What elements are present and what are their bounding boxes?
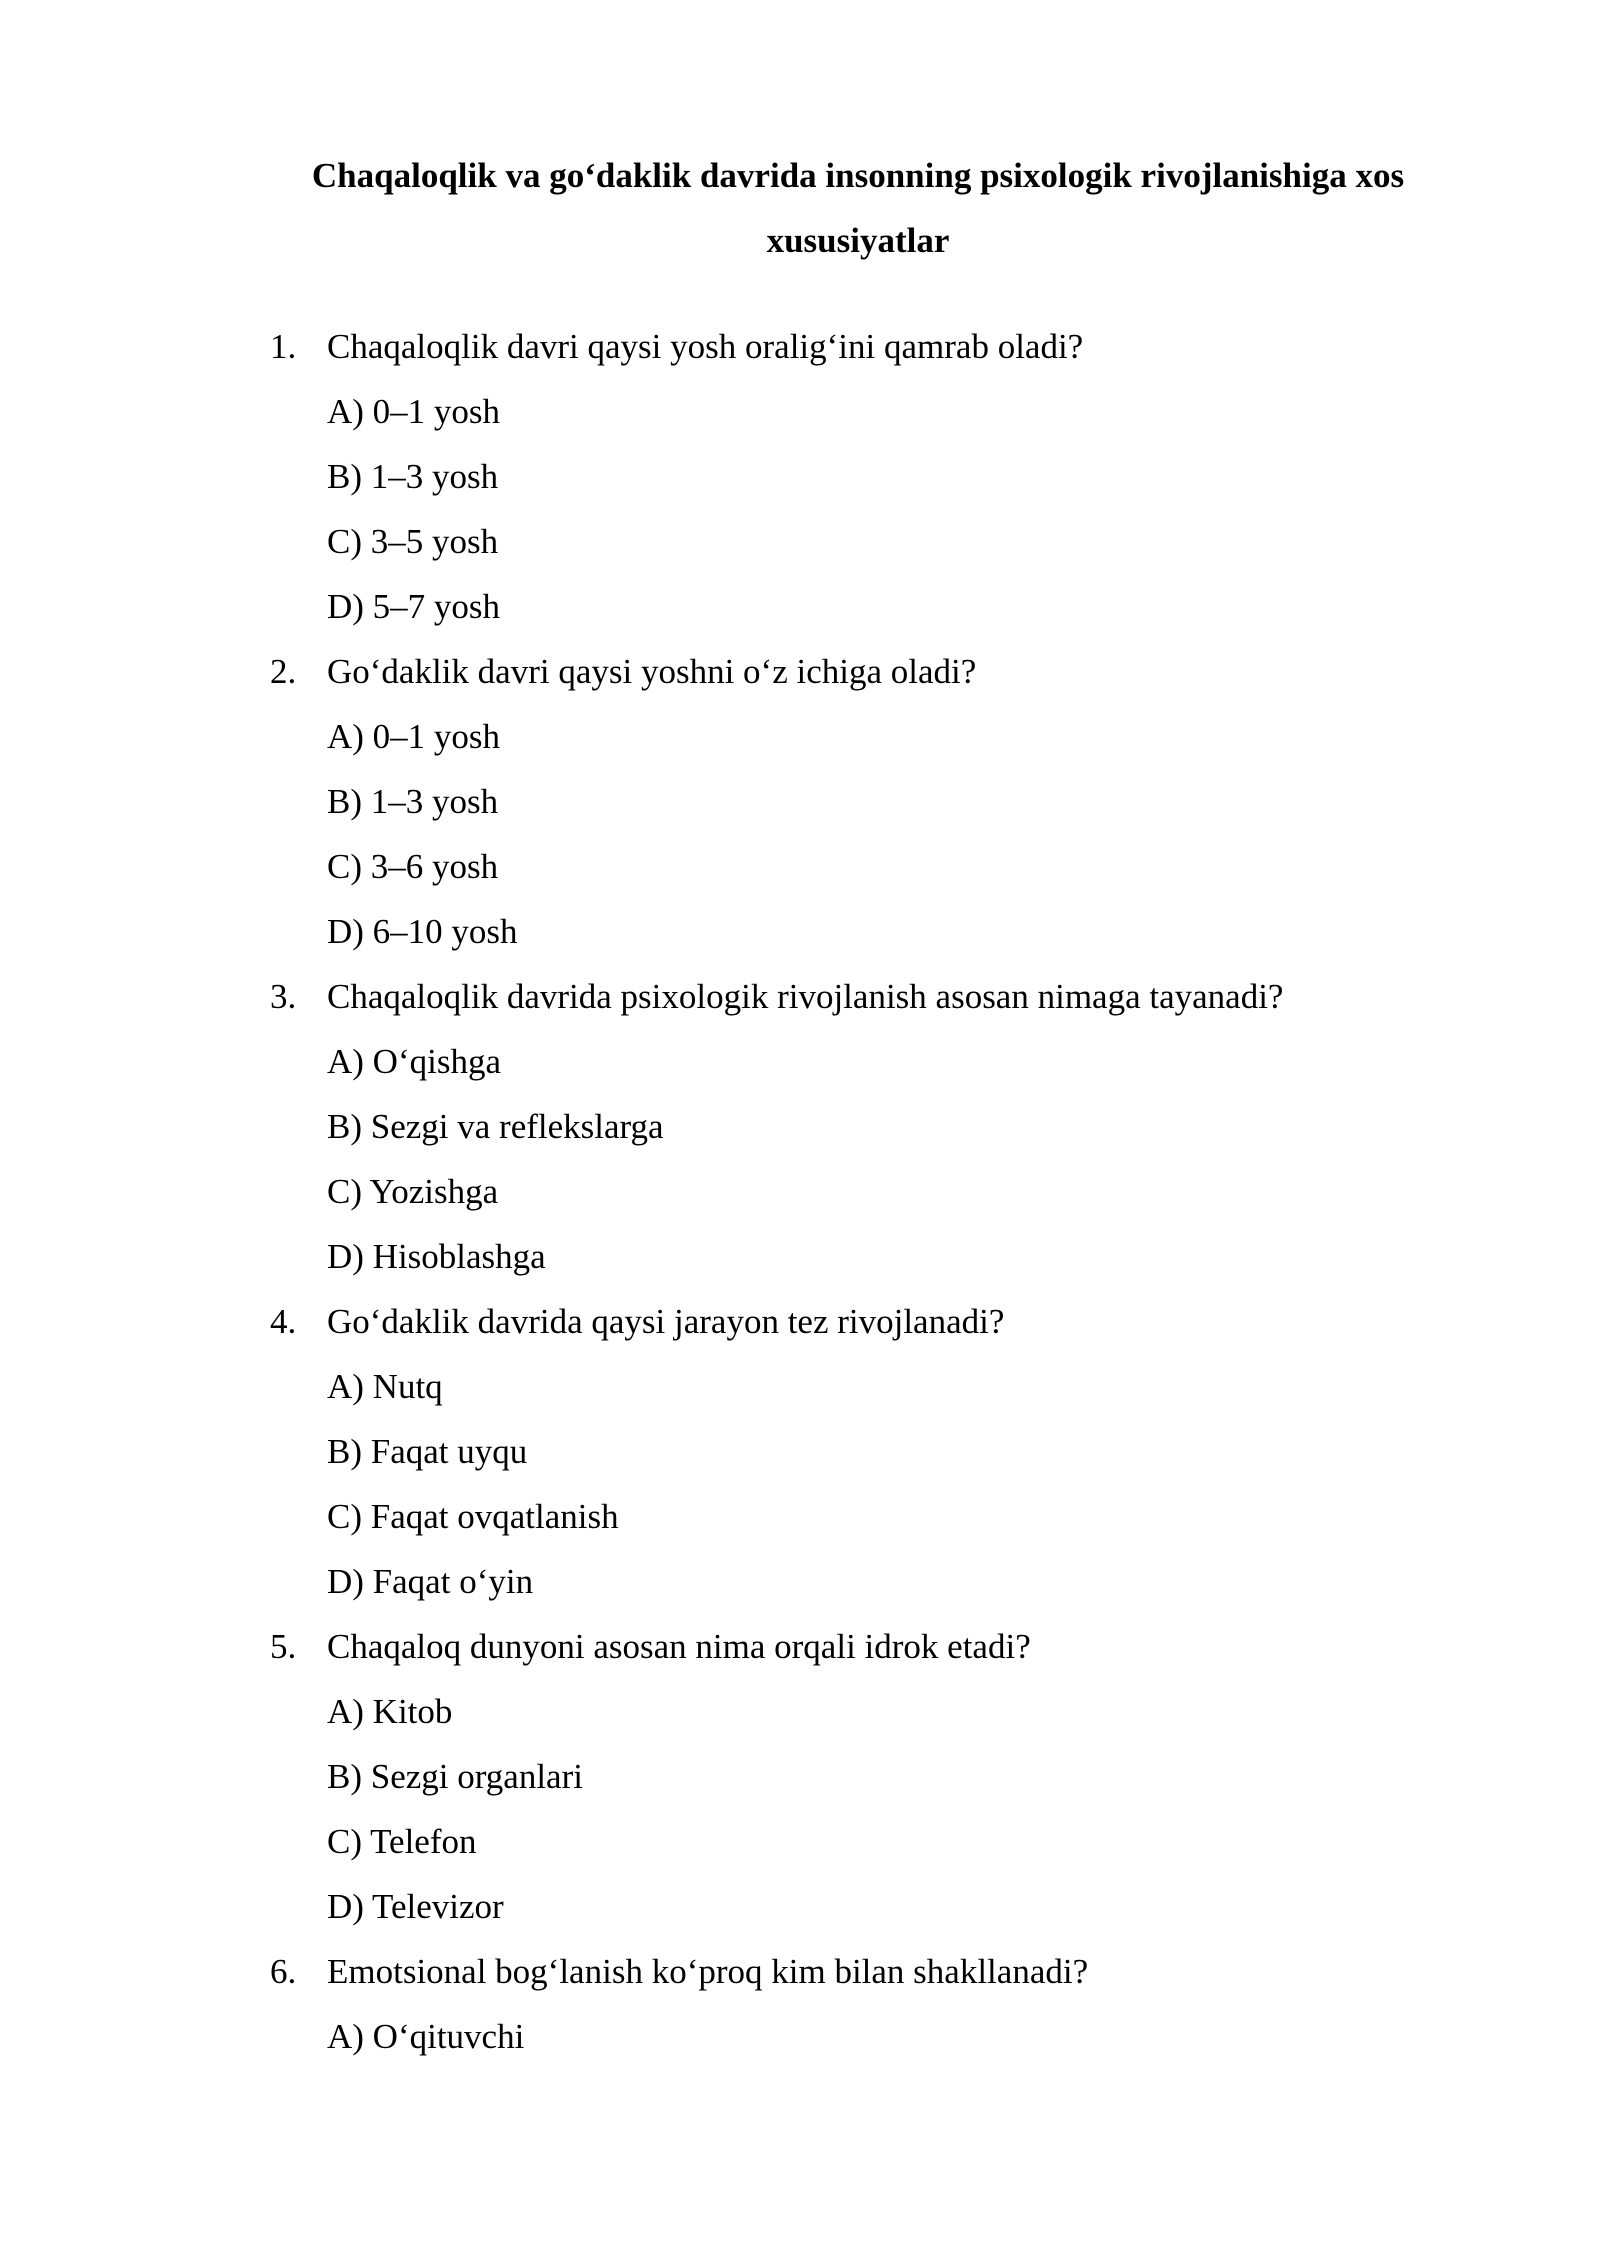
answer-option-a: A) 0–1 yosh [327,716,501,756]
question-text: Chaqaloqlik davrida psixologik rivojlanish asosan nimaga tayanadi? [327,976,1284,1016]
question-6 [270,1939,1530,2069]
answer-option-b: B) 1–3 yosh [327,456,499,496]
title-line-2: xususiyatlar [766,221,950,260]
answer-option-b: B) Sezgi va reflekslarga [327,1106,664,1146]
answer-option-a: A) 0–1 yosh [327,391,501,431]
answer-options [270,379,1530,639]
question-text: Chaqaloq dunyoni asosan nima orqali idrok etadi? [327,1626,1031,1666]
question-3 [270,964,1530,1289]
question-number: 2. [270,651,297,691]
answer-option-d: D) Televizor [327,1886,504,1926]
question-text: Chaqaloqlik davri qaysi yosh oralig‘ini qamrab oladi? [327,326,1084,366]
answer-options [270,1679,1530,1939]
answer-option-d: D) Faqat o‘yin [327,1561,534,1601]
answer-options [270,2004,1530,2069]
question-text: Go‘daklik davrida qaysi jarayon tez rivojlanadi? [327,1301,1005,1341]
answer-option-c: C) 3–6 yosh [327,846,499,886]
question-number: 1. [270,326,297,366]
question-text: Go‘daklik davri qaysi yoshni o‘z ichiga oladi? [327,651,977,691]
question-4 [270,1289,1530,1614]
answer-options [270,704,1530,964]
answer-option-c: C) Telefon [327,1821,477,1861]
question-number: 3. [270,976,297,1016]
answer-option-a: A) O‘qishga [327,1041,501,1081]
answer-options [270,1354,1530,1614]
answer-option-d: D) Hisoblashga [327,1236,546,1276]
answer-option-d: D) 6–10 yosh [327,911,518,951]
answer-option-c: C) Faqat ovqatlanish [327,1496,619,1536]
question-list [270,314,1530,2069]
question-text: Emotsional bog‘lanish ko‘proq kim bilan shakllanadi? [327,1951,1089,1991]
answer-option-a: A) Nutq [327,1366,443,1406]
question-number: 6. [270,1951,297,1991]
answer-option-a: A) O‘qituvchi [327,2016,525,2056]
question-2 [270,639,1530,964]
answer-option-b: B) Faqat uyqu [327,1431,528,1471]
answer-option-c: C) Yozishga [327,1171,499,1211]
answer-options [270,1029,1530,1289]
title-line-1: Chaqaloqlik va go‘daklik davrida insonning psixologik rivojlanishiga xos [311,156,1405,195]
question-1 [270,314,1530,639]
answer-option-b: B) 1–3 yosh [327,781,499,821]
answer-option-c: C) 3–5 yosh [327,521,499,561]
answer-option-a: A) Kitob [327,1691,453,1731]
question-5 [270,1614,1530,1939]
answer-option-d: D) 5–7 yosh [327,586,501,626]
question-number: 5. [270,1626,297,1666]
answer-option-b: B) Sezgi organlari [327,1756,583,1796]
document-title [258,143,1458,273]
question-number: 4. [270,1301,297,1341]
